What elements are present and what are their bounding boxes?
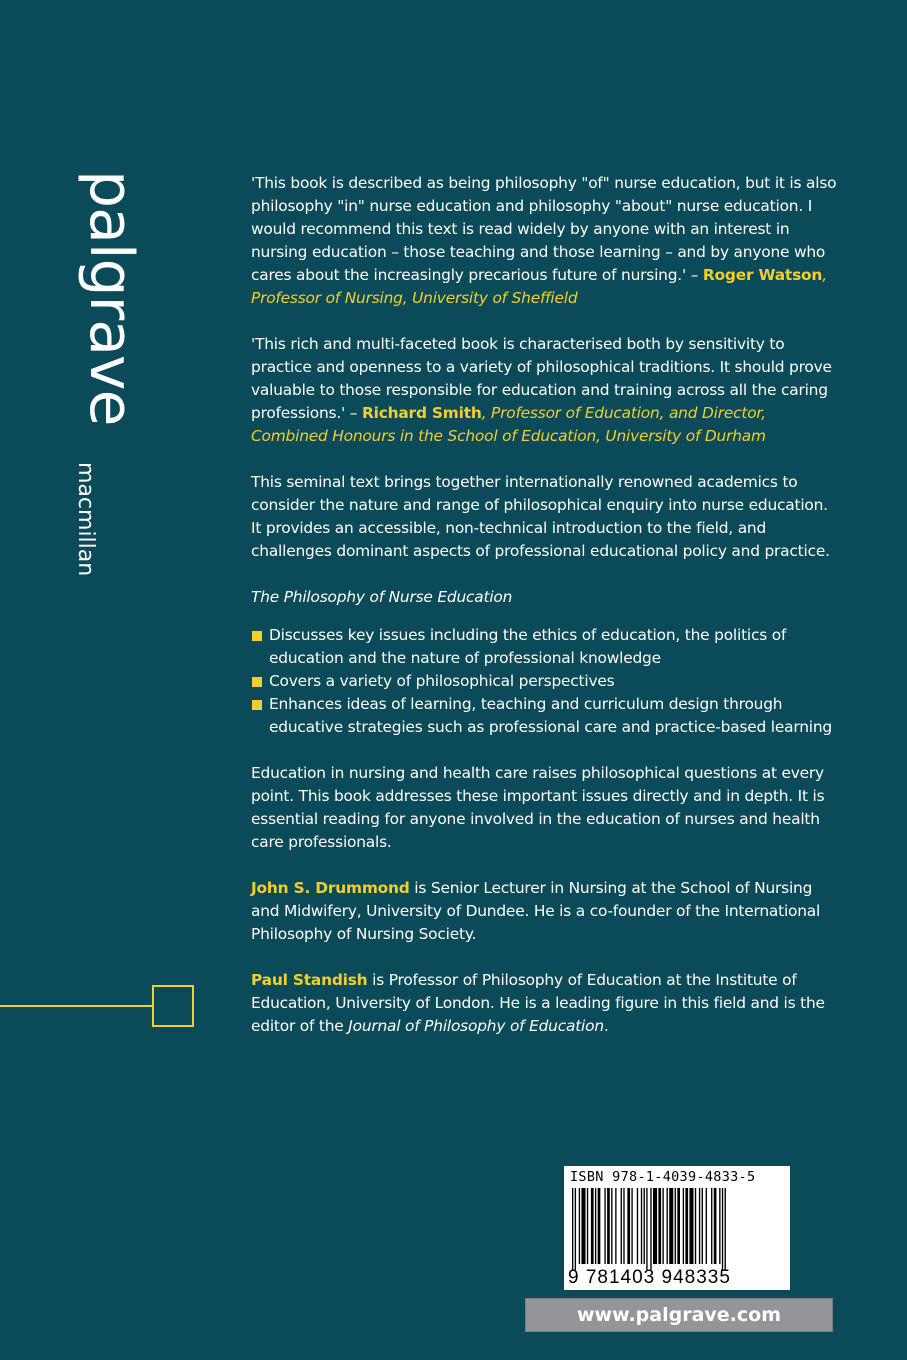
author-bio-2: Paul Standish is Professor of Philosophy of Education at the Institute of Education, University of London. He is a leading figure in this field and is the editor of the Journal of Philosophy of Education. [251,971,825,1035]
author-bio-1: John S. Drummond is Senior Lecturer in Nursing at the School of Nursing and Midwifery, University of Dundee. He is a co-founder of the International Philosophy of Nursing Society. [251,879,821,943]
quote-1-author: Roger Watson [702,266,823,284]
list-item: Enhances ideas of learning, teaching and curriculum design through educative strategies such as professional care and practice-based learning [251,693,841,739]
author-1-name: John S. Drummond [251,879,410,897]
quote-2-author: Richard Smith [361,404,482,422]
isbn-barcode [564,1166,790,1290]
isbn-label: ISBN 978-1-4039-4833-5 [570,1169,756,1185]
bullet-square-icon [252,677,262,687]
bullet-square-icon [252,700,262,710]
decorative-line [0,1005,153,1007]
website-url[interactable]: www.palgrave.com [525,1298,833,1332]
quote-1: 'This book is described as being philosophy "of" nurse education, but it is also philosophy "in" nurse education and philosophy "about" nurse education. I would recommend this text is read widely by anyone with an interest in nursing education – those teaching and those learning – and by anyone who cares about the increasingly precarious future of nursing.' – Roger Watson, Professor of Nursing, University of Sheffield [251,174,837,307]
publisher-logo [30,170,146,577]
logo-palgrave: palgrave [76,170,146,426]
author-2-name: Paul Standish [251,971,368,989]
isbn-digits: 9 781403 948335 [568,1267,731,1288]
quote-2: 'This rich and multi-faceted book is characterised both by sensitivity to practice and openness to a variety of philosophical traditions. It should prove valuable to those responsible for education and training across all the caring professions.' – Richard Smith, Professor of Education, and Director, Combined Honours in the School of Education, University of Durham [251,335,832,445]
summary: Education in nursing and health care raises philosophical questions at every point. This book addresses these important issues directly and in depth. It is essential reading for anyone involved in the education of nurses and health care professionals. [251,764,825,851]
quote-2-affiliation: , Professor of Education, and Director, Combined Honours in the School of Education, University of Durham [251,404,766,445]
journal-title: Journal of Philosophy of Education [348,1017,604,1035]
barcode-bars [570,1188,784,1270]
list-item: Discusses key issues including the ethics of education, the politics of education and the nature of professional knowledge [251,624,841,670]
bullet-square-icon [252,631,262,641]
quote-1-affiliation: , Professor of Nursing, University of Sheffield [251,266,827,307]
logo-macmillan: macmillan [73,462,98,577]
back-cover-text [251,172,841,1061]
book-title: The Philosophy of Nurse Education [251,588,513,606]
description: This seminal text brings together internationally renowned academics to consider the nature and range of philosophical enquiry into nurse education. It provides an accessible, non-technical introduction to the field, and challenges dominant aspects of professional educational policy and practice. [251,473,830,560]
feature-list [251,624,841,739]
list-item: Covers a variety of philosophical perspectives [251,670,841,693]
decorative-square [152,985,194,1027]
